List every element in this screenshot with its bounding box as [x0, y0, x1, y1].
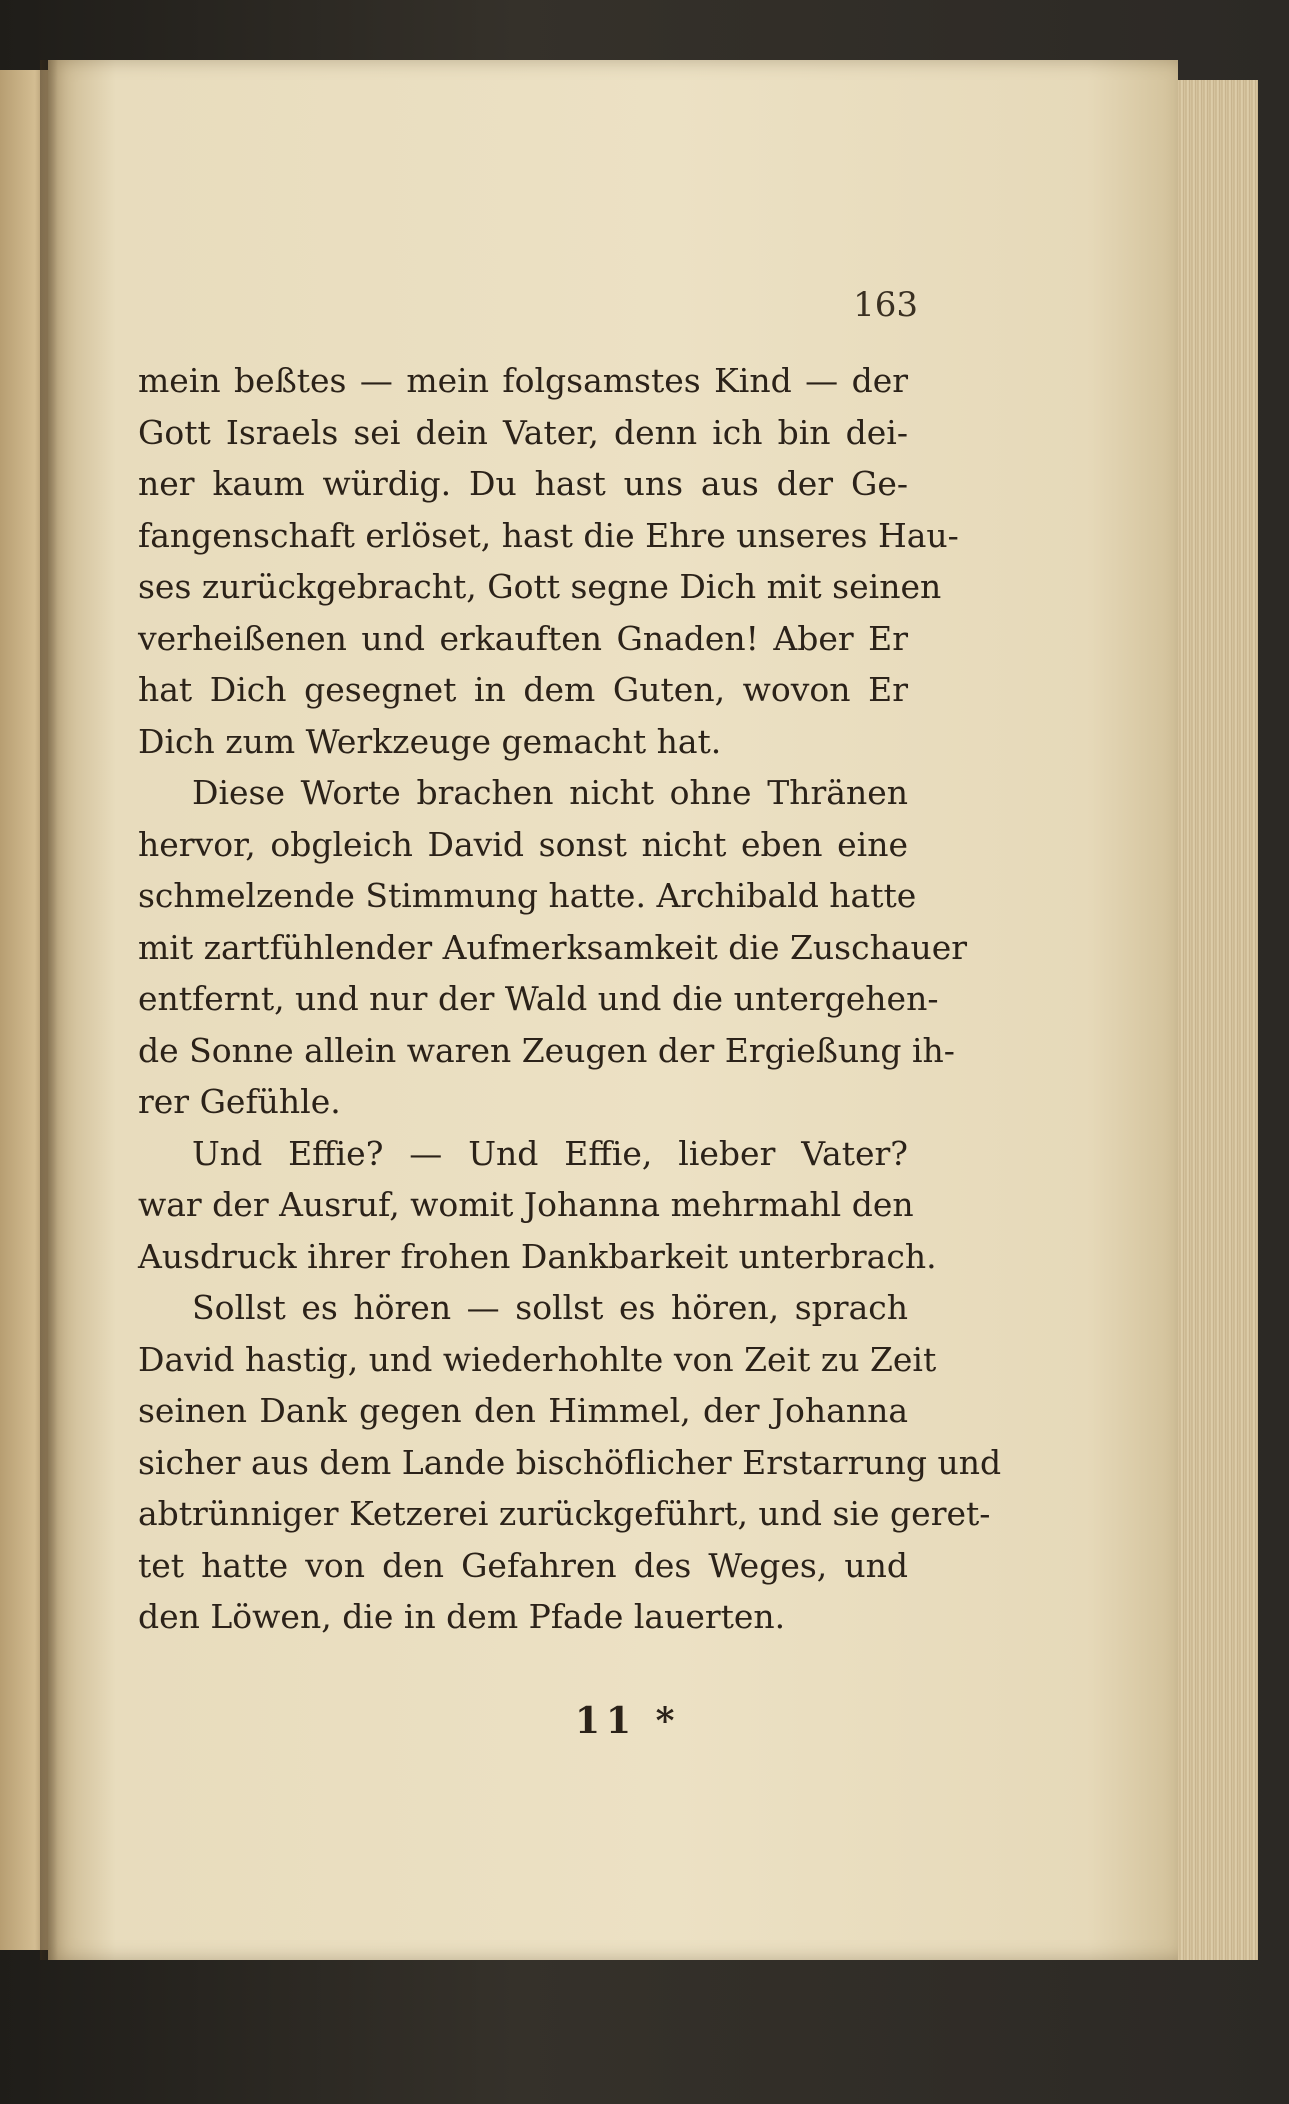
body-text	[138, 355, 1002, 1643]
text-line: seinen Dank gegen den Himmel, der Johanna	[138, 1391, 908, 1430]
text-line: Sollst es hören — sollst es hören, sprach	[192, 1288, 908, 1327]
text-line: sicher aus dem Lande bischöflicher Erstarrung und	[138, 1442, 1002, 1482]
text-line: de Sonne allein waren Zeugen der Ergießung ih-	[138, 1030, 955, 1070]
text-line: entfernt, und nur der Wald und die untergehen-	[138, 979, 939, 1018]
paragraph	[138, 767, 968, 1128]
text-line: verheißenen und erkauften Gnaden! Aber Er	[138, 618, 908, 658]
text-line: David hastig, und wiederhohlte von Zeit zu Zeit	[138, 1339, 937, 1379]
text-line: Gott Israels sei dein Vater, denn ich bin dei-	[138, 412, 908, 452]
paragraph	[138, 355, 959, 767]
text-line: schmelzende Stimmung hatte. Archibald hatte	[138, 876, 917, 915]
text-line: abtrünniger Ketzerei zurückgeführt, und sie geret-	[138, 1494, 991, 1533]
text-line: tet hatte von den Gefahren des Weges, und	[138, 1545, 908, 1585]
text-line: mein beßtes — mein folgsamstes Kind — der	[138, 361, 908, 400]
signature-mark: 11 *	[575, 1700, 681, 1742]
page-edges	[1178, 80, 1258, 1960]
text-line: fangenschaft erlöset, hast die Ehre unseres Hau-	[138, 515, 959, 555]
paragraph	[138, 1282, 1002, 1643]
text-line: ses zurückgebracht, Gott segne Dich mit seinen	[138, 567, 942, 606]
text-line: rer Gefühle.	[138, 1082, 341, 1121]
spine-shadow	[40, 60, 58, 1960]
text-line: Ausdruck ihrer frohen Dankbarkeit unterbrach.	[138, 1236, 937, 1276]
text-line: ner kaum würdig. Du hast uns aus der Ge-	[138, 464, 908, 503]
text-line: hat Dich gesegnet in dem Guten, wovon Er	[138, 670, 908, 709]
text-line: Diese Worte brachen nicht ohne Thränen	[192, 773, 908, 812]
text-line: Dich zum Werkzeuge gemacht hat.	[138, 721, 722, 761]
page-number: 163	[853, 285, 918, 325]
text-line: Und Effie? — Und Effie, lieber Vater?	[192, 1133, 908, 1173]
text-line: den Löwen, die in dem Pfade lauerten.	[138, 1597, 786, 1636]
paragraph	[138, 1128, 937, 1283]
text-line: hervor, obgleich David sonst nicht eben eine	[138, 824, 908, 864]
text-line: war der Ausruf, womit Johanna mehrmahl den	[138, 1185, 914, 1224]
text-line: mit zartfühlender Aufmerksamkeit die Zuschauer	[138, 927, 968, 967]
